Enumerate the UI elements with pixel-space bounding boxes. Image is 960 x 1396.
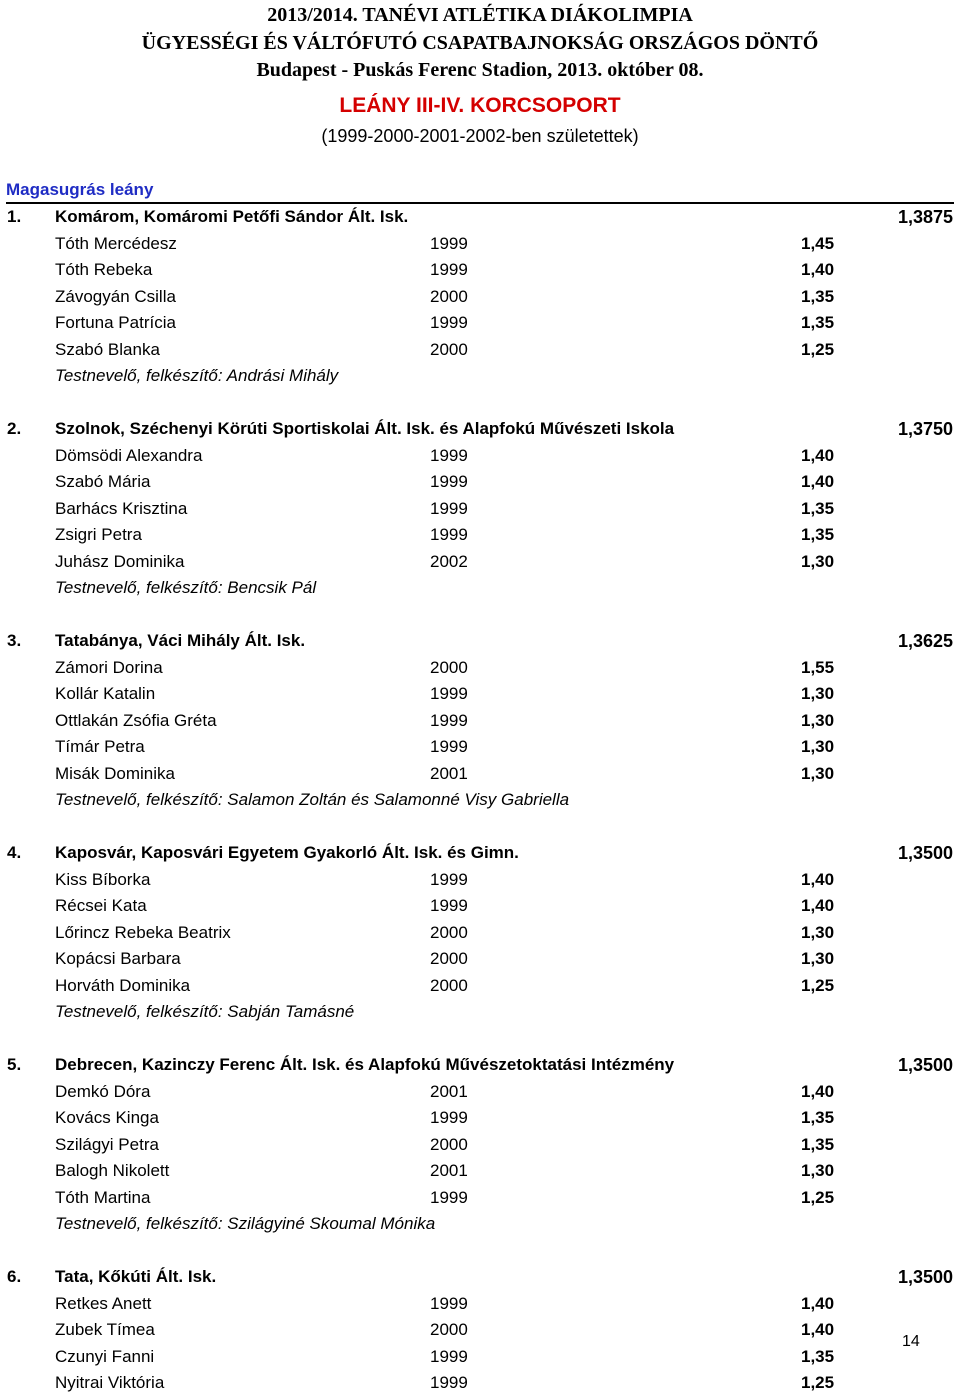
team-rank: 5. <box>7 1055 22 1074</box>
athlete-name: Zámori Dorina <box>55 657 163 677</box>
athlete-birth-year: 1999 <box>430 525 468 544</box>
athlete-result: 1,30 <box>801 1161 835 1180</box>
athlete-name: Szabó Mária <box>55 472 151 491</box>
team-name: Tatabánya, Váci Mihály Ált. Isk. <box>55 631 306 650</box>
athlete-birth-year: 2001 <box>430 1161 468 1180</box>
athlete-name: Balogh Nikolett <box>55 1161 170 1180</box>
team-score: 1,3875 <box>897 207 953 227</box>
team-rank: 6. <box>7 1267 22 1286</box>
athlete-birth-year: 2001 <box>430 1081 468 1101</box>
athlete-row <box>55 310 855 336</box>
athlete-row <box>55 734 855 760</box>
athlete-birth-year: 2000 <box>430 1320 468 1339</box>
athlete-result: 1,35 <box>801 313 835 332</box>
athlete-row <box>55 893 855 919</box>
page-number: 14 <box>902 1333 920 1350</box>
athlete-result: 1,30 <box>801 551 835 571</box>
athlete-row <box>55 920 855 946</box>
athlete-birth-year: 1999 <box>430 684 468 703</box>
athlete-name: Tóth Martina <box>55 1187 151 1207</box>
team-score: 1,3500 <box>897 1055 953 1075</box>
team-header <box>7 1264 955 1290</box>
coach-line: Testnevelő, felkészítő: Sabján Tamásné <box>55 1002 355 1021</box>
athlete-name: Misák Dominika <box>55 763 175 783</box>
athlete-result: 1,30 <box>801 763 835 783</box>
athlete-row <box>55 443 855 469</box>
team-score: 1,3750 <box>897 419 953 439</box>
athlete-birth-year: 2000 <box>430 286 468 306</box>
athlete-row <box>55 231 855 257</box>
team-name: Tata, Kőkúti Ált. Isk. <box>55 1267 217 1286</box>
athlete-birth-year: 2000 <box>430 657 468 677</box>
athlete-name: Kovács Kinga <box>55 1108 159 1127</box>
athlete-result: 1,40 <box>801 260 835 279</box>
team-header <box>7 416 955 442</box>
team-rank: 4. <box>7 843 22 862</box>
athlete-result: 1,40 <box>801 1293 835 1313</box>
athlete-name: Kopácsi Barbara <box>55 949 181 968</box>
athlete-birth-year: 1999 <box>430 233 468 253</box>
athlete-row <box>55 1317 855 1343</box>
athlete-row <box>55 973 855 999</box>
team-header <box>7 628 955 654</box>
age-category: LEÁNY III-IV. KORCSOPORT <box>339 94 621 117</box>
athlete-name: Tóth Rebeka <box>55 260 153 279</box>
document-subtitle: ÜGYESSÉGI ÉS VÁLTÓFUTÓ CSAPATBAJNOKSÁG ORSZÁGOS DÖNTŐ <box>141 32 819 54</box>
athlete-birth-year: 2002 <box>430 551 468 571</box>
team-name: Komárom, Komáromi Petőfi Sándor Ált. Isk. <box>55 207 409 226</box>
athlete-row <box>55 496 855 522</box>
athlete-name: Szabó Blanka <box>55 339 160 359</box>
athlete-row <box>55 1370 855 1396</box>
athlete-result: 1,30 <box>801 949 835 968</box>
athlete-row <box>55 1132 855 1158</box>
athlete-result: 1,35 <box>801 1108 835 1127</box>
team-score: 1,3500 <box>897 843 953 863</box>
athlete-result: 1,35 <box>801 1134 835 1154</box>
athlete-row <box>55 1291 855 1317</box>
athlete-result: 1,35 <box>801 498 835 518</box>
athlete-result: 1,40 <box>801 869 835 889</box>
athlete-name: Fortuna Patrícia <box>55 313 176 332</box>
athlete-name: Retkes Anett <box>55 1293 152 1313</box>
athlete-birth-year: 1999 <box>430 710 468 730</box>
athlete-birth-year: 1999 <box>430 313 468 332</box>
athlete-result: 1,40 <box>801 445 835 465</box>
athlete-birth-year: 1999 <box>430 896 468 915</box>
team-header <box>7 840 955 866</box>
athlete-birth-year: 2000 <box>430 1134 468 1154</box>
athlete-result: 1,40 <box>801 1081 835 1101</box>
athlete-birth-year: 1999 <box>430 1187 468 1207</box>
team-header <box>7 1052 955 1078</box>
athlete-result: 1,25 <box>801 339 835 359</box>
athlete-result: 1,40 <box>801 472 835 491</box>
athlete-birth-year: 1999 <box>430 1373 468 1392</box>
athlete-row <box>55 761 855 787</box>
document-title: 2013/2014. TANÉVI ATLÉTIKA DIÁKOLIMPIA <box>267 4 693 26</box>
athlete-row <box>55 284 855 310</box>
team-rank: 2. <box>7 419 22 438</box>
team-name: Debrecen, Kazinczy Ferenc Ált. Isk. és Alapfokú Művészetoktatási Intézmény <box>55 1055 675 1074</box>
athlete-name: Barhács Krisztina <box>55 498 188 518</box>
team-score: 1,3500 <box>897 1267 953 1287</box>
athlete-birth-year: 1999 <box>430 1108 468 1127</box>
athlete-name: Lőrincz Rebeka Beatrix <box>55 922 231 942</box>
coach-line: Testnevelő, felkészítő: Salamon Zoltán és Salamonné Visy Gabriella <box>55 790 570 809</box>
athlete-row <box>55 469 855 495</box>
athlete-row <box>55 337 855 363</box>
athlete-result: 1,55 <box>801 657 835 677</box>
athlete-birth-year: 1999 <box>430 472 468 491</box>
athlete-result: 1,40 <box>801 896 835 915</box>
team-name: Kaposvár, Kaposvári Egyetem Gyakorló Ált. Isk. és Gimn. <box>55 843 519 862</box>
athlete-name: Czunyi Fanni <box>55 1346 155 1366</box>
athlete-name: Szilágyi Petra <box>55 1134 159 1154</box>
athlete-row <box>55 708 855 734</box>
coach-line: Testnevelő, felkészítő: Bencsik Pál <box>55 578 317 597</box>
athlete-name: Tímár Petra <box>55 737 145 756</box>
athlete-birth-year: 1999 <box>430 737 468 756</box>
athlete-name: Nyitrai Viktória <box>55 1373 165 1392</box>
athlete-birth-year: 2000 <box>430 975 468 995</box>
athlete-result: 1,25 <box>801 975 835 995</box>
athlete-result: 1,25 <box>801 1373 835 1392</box>
athlete-birth-year: 1999 <box>430 498 468 518</box>
athlete-row <box>55 1158 855 1184</box>
athlete-result: 1,30 <box>801 684 835 703</box>
athlete-birth-year: 2000 <box>430 922 468 942</box>
athlete-result: 1,30 <box>801 922 835 942</box>
athlete-name: Závogyán Csilla <box>55 286 176 306</box>
athlete-name: Demkó Dóra <box>55 1081 151 1101</box>
athlete-name: Tóth Mercédesz <box>55 233 177 253</box>
team-header <box>7 204 955 230</box>
athlete-row <box>55 655 855 681</box>
athlete-name: Zsigri Petra <box>55 525 142 544</box>
athlete-birth-year: 2000 <box>430 949 468 968</box>
athlete-result: 1,25 <box>801 1187 835 1207</box>
athlete-result: 1,30 <box>801 737 835 756</box>
athlete-result: 1,35 <box>801 286 835 306</box>
athlete-birth-year: 1999 <box>430 1346 468 1366</box>
coach-line: Testnevelő, felkészítő: Szilágyiné Skoumal Mónika <box>55 1214 436 1233</box>
athlete-name: Kollár Katalin <box>55 684 156 703</box>
athlete-birth-year: 1999 <box>430 260 468 279</box>
athlete-name: Dömsödi Alexandra <box>55 445 203 465</box>
athlete-birth-year: 1999 <box>430 869 468 889</box>
athlete-row <box>55 257 855 283</box>
athlete-row <box>55 522 855 548</box>
athlete-name: Zubek Tímea <box>55 1320 155 1339</box>
athlete-birth-year: 2001 <box>430 763 468 783</box>
athlete-name: Juhász Dominika <box>55 551 185 571</box>
athlete-birth-year: 2000 <box>430 339 468 359</box>
athlete-row <box>55 1344 855 1370</box>
athlete-row <box>55 1105 855 1131</box>
venue-date: Budapest - Puskás Ferenc Stadion, 2013. október 08. <box>256 59 704 81</box>
athlete-name: Ottlakán Zsófia Gréta <box>55 710 217 730</box>
athlete-result: 1,45 <box>801 233 835 253</box>
athlete-row <box>55 1079 855 1105</box>
athlete-row <box>55 867 855 893</box>
athlete-name: Horváth Dominika <box>55 975 191 995</box>
athlete-row <box>55 681 855 707</box>
team-score: 1,3625 <box>897 631 953 651</box>
athlete-birth-year: 1999 <box>430 1293 468 1313</box>
athlete-result: 1,35 <box>801 525 835 544</box>
coach-line: Testnevelő, felkészítő: Andrási Mihály <box>55 366 339 385</box>
athlete-result: 1,40 <box>801 1320 835 1339</box>
event-title: Magasugrás leány <box>6 180 154 199</box>
athlete-row <box>55 946 855 972</box>
athlete-row <box>55 1185 855 1211</box>
team-rank: 3. <box>7 631 22 650</box>
athlete-result: 1,35 <box>801 1346 835 1366</box>
birth-years: (1999-2000-2001-2002-ben születettek) <box>321 126 639 146</box>
team-rank: 1. <box>7 207 22 226</box>
athlete-result: 1,30 <box>801 710 835 730</box>
athlete-name: Récsei Kata <box>55 896 147 915</box>
athlete-row <box>55 549 855 575</box>
athlete-name: Kiss Bíborka <box>55 869 151 889</box>
team-name: Szolnok, Széchenyi Körúti Sportiskolai Ált. Isk. és Alapfokú Művészeti Iskola <box>55 419 675 438</box>
athlete-birth-year: 1999 <box>430 445 468 465</box>
